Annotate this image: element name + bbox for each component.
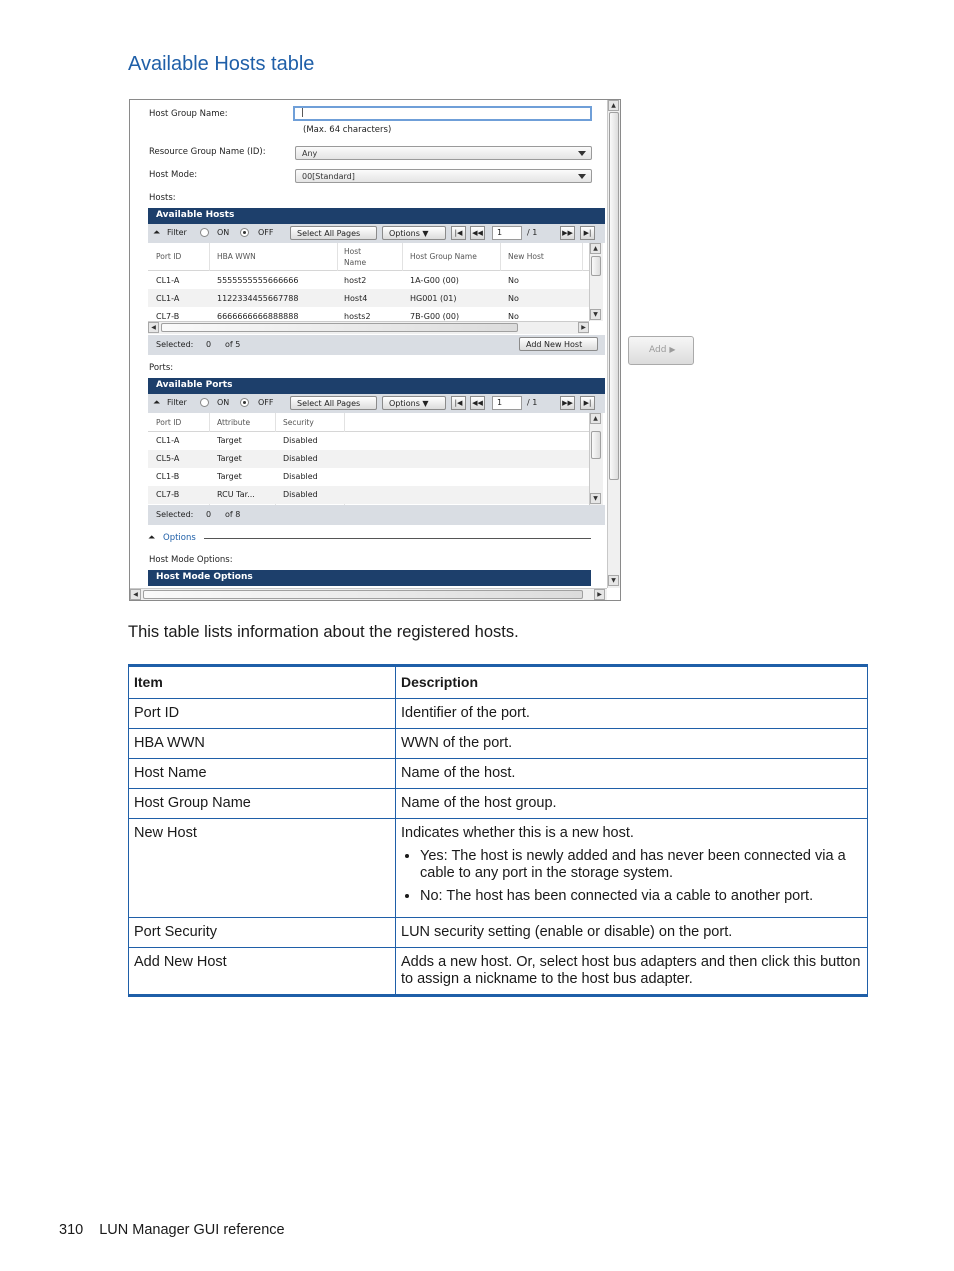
item-cell: Host Name bbox=[129, 759, 396, 789]
cell: Target bbox=[217, 454, 242, 463]
cell: CL1-B bbox=[156, 472, 180, 481]
cell: 1A-G00 (00) bbox=[410, 276, 459, 285]
scroll-down-icon: ▼ bbox=[590, 309, 601, 320]
host-mode-options-header: Host Mode Options bbox=[148, 570, 591, 586]
description-cell: Name of the host group. bbox=[396, 789, 868, 819]
column-header[interactable]: Security bbox=[283, 418, 314, 427]
filter-on-label: ON bbox=[217, 398, 230, 407]
prev-page-icon[interactable]: ◀◀ bbox=[470, 226, 485, 240]
page-total: / 1 bbox=[527, 398, 538, 407]
column-header: Name bbox=[344, 258, 367, 267]
next-page-icon[interactable]: ▶▶ bbox=[560, 226, 575, 240]
select-all-pages-button[interactable]: Select All Pages bbox=[290, 396, 377, 410]
chevron-down-icon bbox=[578, 174, 586, 179]
available-ports-toolbar bbox=[148, 394, 605, 413]
cell: No bbox=[508, 294, 519, 303]
next-page-icon[interactable]: ▶▶ bbox=[560, 396, 575, 410]
last-page-icon[interactable]: ▶| bbox=[580, 396, 595, 410]
page-footer bbox=[59, 1222, 285, 1238]
cell: hosts2 bbox=[344, 312, 371, 321]
selected-total: of 5 bbox=[225, 340, 241, 349]
description-cell: Name of the host. bbox=[396, 759, 868, 789]
table-row[interactable] bbox=[148, 271, 589, 289]
item-cell: Port Security bbox=[129, 918, 396, 948]
available-ports-grid bbox=[148, 413, 589, 505]
description-cell: Adds a new host. Or, select host bus adapters and then click this button to assign a nickname to the host bus adapter. bbox=[396, 948, 868, 996]
filter-off-label: OFF bbox=[258, 228, 274, 237]
cell: No bbox=[508, 312, 519, 321]
scroll-left-icon: ◀ bbox=[130, 589, 141, 600]
options-divider bbox=[204, 538, 591, 539]
cell: CL1-A bbox=[156, 436, 180, 445]
scroll-up-icon: ▲ bbox=[590, 243, 601, 254]
page-number: 310 bbox=[59, 1222, 84, 1238]
cell: host2 bbox=[344, 276, 367, 285]
available-ports-header: Available Ports bbox=[148, 378, 605, 394]
cell: Host4 bbox=[344, 294, 368, 303]
description-text: Indicates whether this is a new host. bbox=[401, 825, 634, 841]
filter-on-radio[interactable] bbox=[200, 228, 209, 237]
description-cell: LUN security setting (enable or disable) on the port. bbox=[396, 918, 868, 948]
column-header[interactable]: Host bbox=[344, 247, 362, 256]
cell: 5555555555666666 bbox=[217, 276, 299, 285]
cell: Disabled bbox=[283, 454, 318, 463]
cell: CL7-B bbox=[156, 490, 180, 499]
scroll-down-icon: ▼ bbox=[608, 575, 619, 586]
filter-label: Filter bbox=[167, 398, 187, 407]
cell: HG001 (01) bbox=[410, 294, 457, 303]
scroll-up-icon: ▲ bbox=[590, 413, 601, 424]
options-toggle[interactable]: Options bbox=[163, 533, 196, 543]
column-header[interactable]: Port ID bbox=[156, 252, 182, 261]
ports-vertical-scrollbar[interactable] bbox=[589, 413, 603, 505]
ports-label: Ports: bbox=[149, 363, 174, 373]
description-cell bbox=[396, 819, 868, 918]
item-cell: HBA WWN bbox=[129, 729, 396, 759]
add-button[interactable]: Add ▶ bbox=[628, 336, 694, 365]
ports-status-bar bbox=[148, 505, 605, 525]
scroll-left-icon: ◀ bbox=[148, 322, 159, 333]
scroll-up-icon: ▲ bbox=[608, 100, 619, 111]
scroll-right-icon: ▶ bbox=[578, 322, 589, 333]
cell: No bbox=[508, 276, 519, 285]
filter-on-radio[interactable] bbox=[200, 398, 209, 407]
cell: 1122334455667788 bbox=[217, 294, 299, 303]
bullet-list bbox=[401, 848, 862, 905]
table-row bbox=[129, 789, 868, 819]
cell: CL1-A bbox=[156, 276, 180, 285]
filter-off-radio[interactable] bbox=[240, 398, 249, 407]
selected-label: Selected: bbox=[156, 510, 194, 519]
collapse-icon[interactable]: ⏶ bbox=[153, 228, 161, 238]
cell: RCU Tar... bbox=[217, 490, 255, 499]
item-cell: Host Group Name bbox=[129, 789, 396, 819]
host-mode-options-label: Host Mode Options: bbox=[149, 555, 233, 565]
select-all-pages-button[interactable]: Select All Pages bbox=[290, 226, 377, 240]
table-row bbox=[129, 948, 868, 996]
selected-count: 0 bbox=[206, 510, 212, 519]
add-new-host-button[interactable]: Add New Host bbox=[519, 337, 598, 351]
table-row[interactable] bbox=[148, 432, 589, 450]
table-row[interactable] bbox=[148, 468, 589, 486]
scroll-down-icon: ▼ bbox=[590, 493, 601, 504]
arrow-right-icon: ▶ bbox=[669, 345, 676, 354]
item-cell: Port ID bbox=[129, 699, 396, 729]
chevron-down-icon: ▼ bbox=[422, 229, 429, 238]
last-page-icon[interactable]: ▶| bbox=[580, 226, 595, 240]
options-button[interactable]: Options ▼ bbox=[382, 226, 446, 240]
host-mode-select[interactable]: 00[Standard] bbox=[295, 169, 592, 183]
hosts-horizontal-scrollbar[interactable] bbox=[148, 321, 589, 334]
list-item: • Yes: The host is newly added and has never been connected via a cable to any port in the storage system. bbox=[420, 848, 862, 882]
table-row bbox=[129, 819, 868, 918]
item-cell: Add New Host bbox=[129, 948, 396, 996]
list-item: • No: The host has been connected via a cable to another port. bbox=[420, 888, 862, 905]
hosts-label: Hosts: bbox=[149, 193, 176, 203]
filter-off-label: OFF bbox=[258, 398, 274, 407]
cell: Target bbox=[217, 472, 242, 481]
cell: CL7-B bbox=[156, 312, 180, 321]
available-hosts-grid bbox=[148, 243, 589, 321]
intro-text: This table lists information about the registered hosts. bbox=[128, 623, 519, 641]
dialog-horizontal-scrollbar[interactable] bbox=[130, 588, 607, 601]
page-input[interactable]: 1 bbox=[492, 226, 522, 240]
table-row[interactable] bbox=[148, 450, 589, 468]
host-group-name-label: Host Group Name: bbox=[149, 109, 228, 119]
header-description: Description bbox=[396, 666, 868, 699]
page-total: / 1 bbox=[527, 228, 538, 237]
description-cell: Identifier of the port. bbox=[396, 699, 868, 729]
available-hosts-header: Available Hosts bbox=[148, 208, 605, 224]
page-input[interactable]: 1 bbox=[492, 396, 522, 410]
table-row bbox=[129, 699, 868, 729]
column-header[interactable]: Attribute bbox=[217, 418, 251, 427]
table-row bbox=[129, 729, 868, 759]
column-header[interactable]: Port ID bbox=[156, 418, 182, 427]
first-page-icon[interactable]: |◀ bbox=[451, 226, 466, 240]
section-title: Available Hosts table bbox=[128, 53, 315, 75]
cell: Disabled bbox=[283, 490, 318, 499]
footer-title: LUN Manager GUI reference bbox=[99, 1222, 285, 1238]
options-button[interactable]: Options ▼ bbox=[382, 396, 446, 410]
column-header[interactable]: HBA WWN bbox=[217, 252, 256, 261]
column-header[interactable]: New Host bbox=[508, 252, 544, 261]
scroll-right-icon: ▶ bbox=[594, 589, 605, 600]
first-page-icon[interactable]: |◀ bbox=[451, 396, 466, 410]
filter-label: Filter bbox=[167, 228, 187, 237]
create-host-group-dialog bbox=[129, 99, 621, 601]
prev-page-icon[interactable]: ◀◀ bbox=[470, 396, 485, 410]
selected-label: Selected: bbox=[156, 340, 194, 349]
hosts-vertical-scrollbar[interactable] bbox=[589, 243, 603, 321]
table-row bbox=[129, 759, 868, 789]
available-hosts-toolbar bbox=[148, 224, 605, 243]
host-group-name-input[interactable]: | bbox=[293, 106, 592, 121]
hosts-status-bar bbox=[148, 335, 605, 355]
cell: Disabled bbox=[283, 472, 318, 481]
column-header[interactable]: Host Group Name bbox=[410, 252, 477, 261]
selected-count: 0 bbox=[206, 340, 212, 349]
cell: CL1-A bbox=[156, 294, 180, 303]
filter-on-label: ON bbox=[217, 228, 230, 237]
table-row[interactable] bbox=[148, 486, 589, 504]
chevron-down-icon: ▼ bbox=[422, 399, 429, 408]
resource-group-label: Resource Group Name (ID): bbox=[149, 147, 266, 157]
cell: 6666666666888888 bbox=[217, 312, 299, 321]
resource-group-select[interactable]: Any bbox=[295, 146, 592, 160]
available-hosts-reference-table bbox=[128, 664, 868, 997]
table-row[interactable] bbox=[148, 289, 589, 307]
max-chars-hint: (Max. 64 characters) bbox=[303, 125, 392, 135]
table-row bbox=[129, 918, 868, 948]
description-cell: WWN of the port. bbox=[396, 729, 868, 759]
options-collapse-icon[interactable]: ⏶ bbox=[148, 533, 156, 543]
cell: Target bbox=[217, 436, 242, 445]
dialog-vertical-scrollbar[interactable] bbox=[607, 100, 621, 588]
header-item: Item bbox=[129, 666, 396, 699]
filter-off-radio[interactable] bbox=[240, 228, 249, 237]
cell: Disabled bbox=[283, 436, 318, 445]
item-cell: New Host bbox=[129, 819, 396, 918]
selected-total: of 8 bbox=[225, 510, 241, 519]
cell: CL5-A bbox=[156, 454, 180, 463]
chevron-down-icon bbox=[578, 151, 586, 156]
cell: 7B-G00 (00) bbox=[410, 312, 460, 321]
host-mode-label: Host Mode: bbox=[149, 170, 198, 180]
collapse-icon[interactable]: ⏶ bbox=[153, 398, 161, 408]
